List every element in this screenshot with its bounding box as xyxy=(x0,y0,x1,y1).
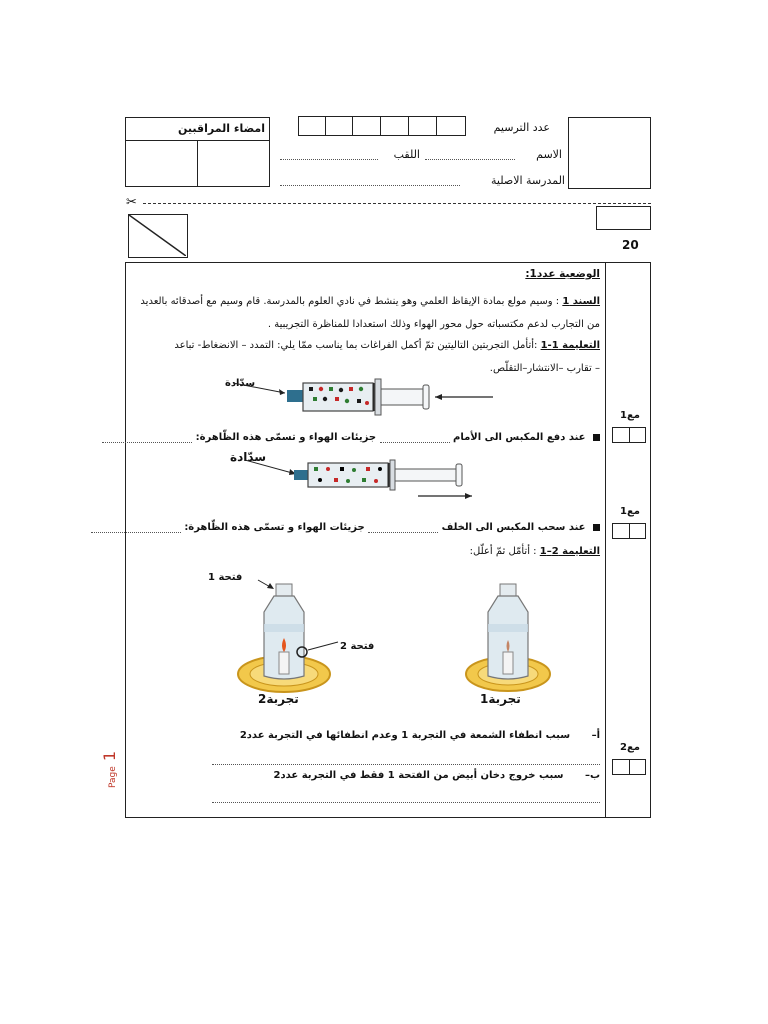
name-field[interactable] xyxy=(425,149,515,160)
diagonal-line xyxy=(129,215,186,256)
crossed-box xyxy=(128,214,188,258)
reg-cell[interactable] xyxy=(298,116,326,136)
answer-field-push-1[interactable] xyxy=(380,432,450,443)
document-label: السند 1 xyxy=(562,296,600,307)
question-pull-text: عند سحب المكبس الى الخلف xyxy=(441,522,586,533)
answer-field-a[interactable] xyxy=(212,754,600,765)
instruction-2-text: : أتأمّل ثمّ أعلّل: xyxy=(469,546,537,557)
reg-cell[interactable] xyxy=(352,116,381,136)
question-push xyxy=(135,432,600,443)
reg-cell[interactable] xyxy=(380,116,409,136)
score-total: 20 xyxy=(622,238,639,252)
answer-field-pull-2[interactable] xyxy=(91,522,181,533)
surname-label: اللقب xyxy=(393,148,420,161)
photo-box xyxy=(568,117,651,189)
criterion-2-label: مع2 xyxy=(620,742,640,753)
instruction-1-text: :أتأمل التجربتين التاليتين ثمّ أكمل الفراغات بما يناسب ممّا يلي: التمدد – الانضغاط- تباعد xyxy=(174,340,538,351)
question-a xyxy=(240,730,600,741)
question-pull-middle: جزيئات الهواء و تسمّى هذه الظّاهرة: xyxy=(184,522,365,533)
registration-number-cells[interactable] xyxy=(298,116,466,136)
stopper-label-1: سدّادة xyxy=(225,378,256,389)
score-box[interactable] xyxy=(596,206,651,230)
page-indicator xyxy=(100,751,119,788)
page-label: Page xyxy=(108,766,118,788)
experiment-1-label: تجربة1 xyxy=(480,692,521,706)
criterion-2-score[interactable] xyxy=(612,759,646,775)
question-b-text: سبب خروج دخان أبيض من الفتحة 1 فقط في التجربة عدد2 xyxy=(273,770,564,781)
situation-title: الوضعية عدد1: xyxy=(525,268,600,280)
document-text-line2: من التجارب لدعم مكتسباته حول محور الهواء وذلك استعدادا للمناظرة التجريبية . xyxy=(267,319,600,330)
instruction-1-paragraph xyxy=(130,334,600,380)
question-push-middle: جزيئات الهواء و تسمّى هذه الظّاهرة: xyxy=(195,432,377,443)
question-b-letter: ب– xyxy=(584,770,600,781)
bottle-experiment-1 xyxy=(458,578,558,696)
criteria-column-divider xyxy=(605,262,606,818)
opening-1-label: فتحة 1 xyxy=(208,572,243,583)
answer-field-b[interactable] xyxy=(212,792,600,803)
bottle-experiment-2 xyxy=(228,578,348,696)
page-number: 1 xyxy=(100,750,119,762)
stopper-label-2: سدّادة xyxy=(230,450,267,464)
document-text-line1: : وسيم مولع بمادة الإيقاظ العلمي وهو ينشط في نادي العلوم بالمدرسة. قام وسيم مع أصدقائه بالعديد xyxy=(140,296,560,307)
school-label: المدرسة الاصلية xyxy=(491,174,565,187)
school-field[interactable] xyxy=(280,175,460,186)
instruction-1-label: التعليمة 1-1 xyxy=(540,340,600,351)
question-push-text: عند دفع المكبس الى الأمام xyxy=(453,432,586,443)
bullet-square-icon xyxy=(593,524,600,531)
supervisors-divider-v xyxy=(197,140,198,187)
instruction-2 xyxy=(380,546,600,557)
question-a-letter: أ– xyxy=(591,730,600,741)
registration-label: عدد الترسيم xyxy=(493,121,550,134)
syringe-1-diagram xyxy=(225,375,495,425)
question-a-text: سبب انطفاء الشمعة في التجربة 1 وعدم انطفائها في التجربة عدد2 xyxy=(239,730,571,741)
opening-2-label: فتحة 2 xyxy=(340,641,375,652)
criterion-1a-label: مع1 xyxy=(620,410,640,421)
scissors-icon: ✂ xyxy=(126,195,137,210)
document-paragraph xyxy=(130,290,600,336)
surname-field[interactable] xyxy=(280,149,378,160)
question-pull xyxy=(135,522,600,533)
cut-line xyxy=(143,203,651,204)
supervisors-label: امضاء المراقبين xyxy=(178,122,265,135)
criterion-1a-score[interactable] xyxy=(612,427,646,443)
criterion-1b-label: مع1 xyxy=(620,506,640,517)
answer-field-push-2[interactable] xyxy=(102,432,192,443)
reg-cell[interactable] xyxy=(408,116,437,136)
bullet-square-icon xyxy=(593,434,600,441)
answer-field-pull-1[interactable] xyxy=(368,522,438,533)
syringe-2-diagram xyxy=(240,458,480,502)
criterion-1b-score[interactable] xyxy=(612,523,646,539)
instruction-2-label: التعليمة 2–1 xyxy=(539,546,600,557)
reg-cell[interactable] xyxy=(325,116,353,136)
experiment-2-label: تجربة2 xyxy=(258,692,299,706)
reg-cell[interactable] xyxy=(436,116,466,136)
instruction-1-words: – تقارب –الانتشار–التقلّص. xyxy=(489,363,600,374)
name-label: الاسم xyxy=(536,148,562,161)
question-b xyxy=(240,770,600,781)
